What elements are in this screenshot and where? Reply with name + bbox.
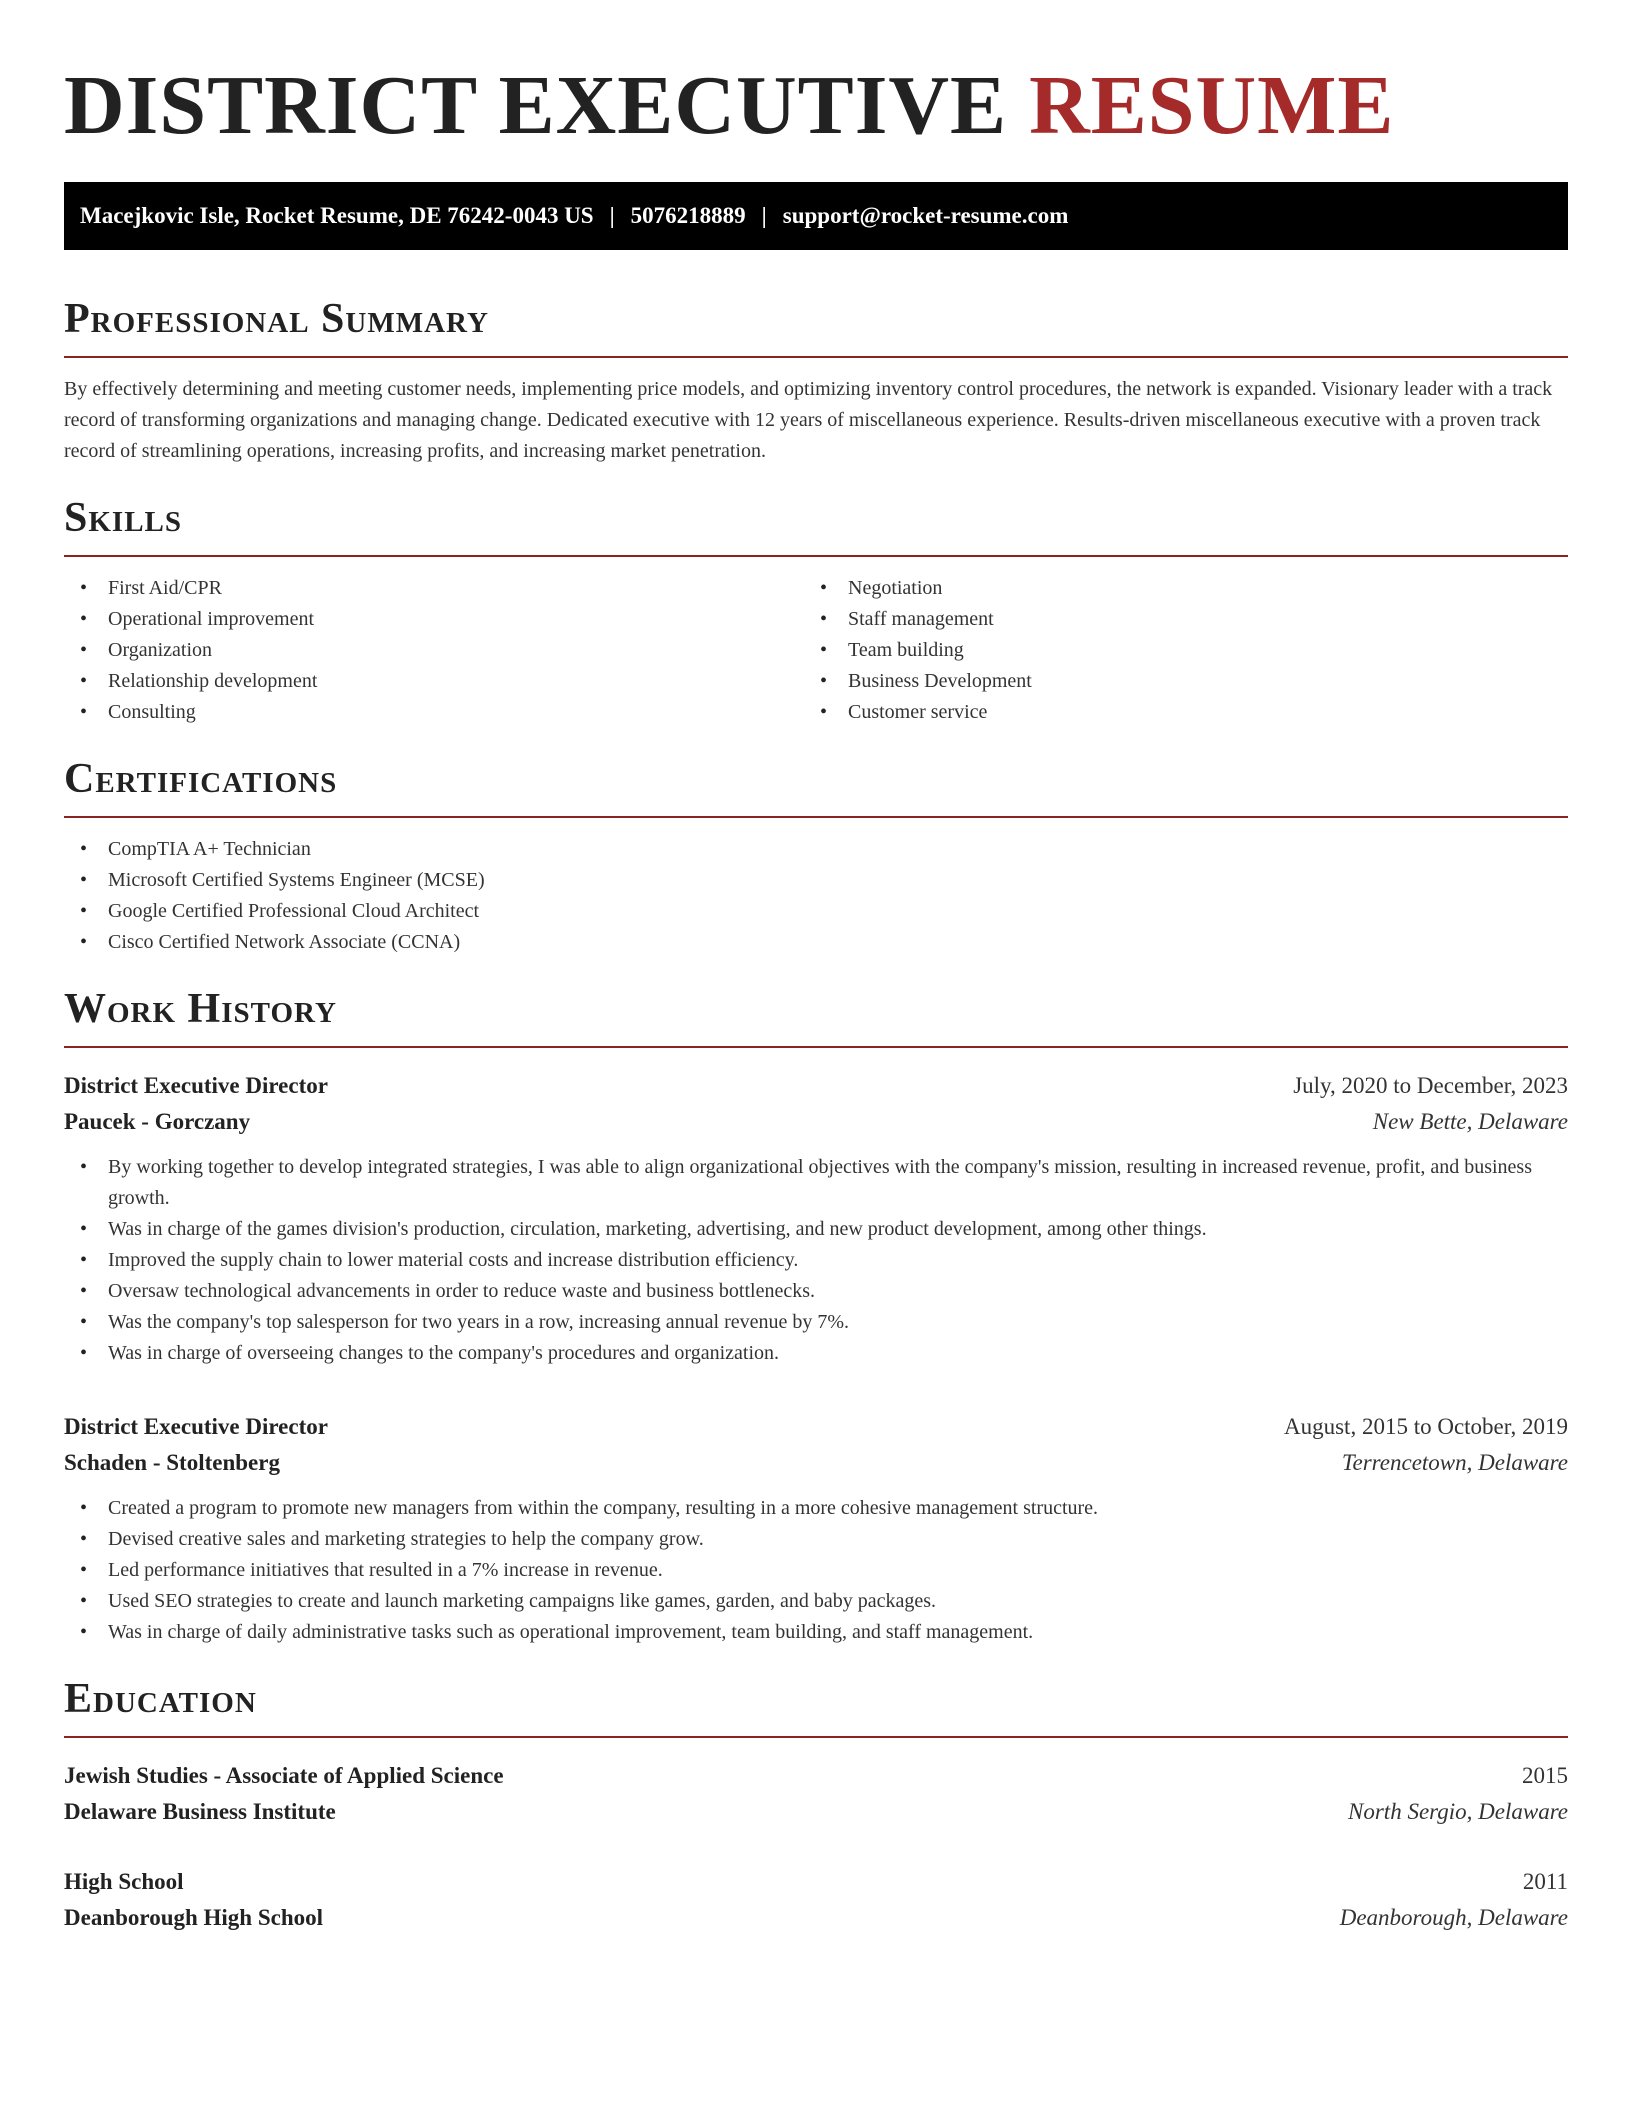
education-location: North Sergio, Delaware bbox=[1348, 1799, 1568, 1824]
education-year: 2015 bbox=[1522, 1763, 1568, 1788]
job-duty: • Created a program to promote new managers from within the company, resulting in a more cohesive management structure. bbox=[64, 1493, 1568, 1524]
job-title-row bbox=[64, 1068, 1568, 1104]
contact-address: Macejkovic Isle, Rocket Resume, DE 76242-0043 US bbox=[80, 203, 594, 228]
section-divider bbox=[64, 1736, 1568, 1738]
education-degree: High School bbox=[64, 1869, 184, 1894]
job-company-row bbox=[64, 1445, 1568, 1481]
certifications-list bbox=[64, 834, 1568, 958]
job-location: New Bette, Delaware bbox=[1372, 1109, 1568, 1134]
section-divider bbox=[64, 555, 1568, 557]
education-degree: Jewish Studies - Associate of Applied Science bbox=[64, 1763, 504, 1788]
skill-item: • First Aid/CPR bbox=[64, 573, 804, 604]
skill-item: • Organization bbox=[64, 635, 804, 666]
job-title: District Executive Director bbox=[64, 1073, 328, 1098]
education-year: 2011 bbox=[1522, 1869, 1568, 1894]
education-section bbox=[64, 1674, 1568, 1936]
title-accent: RESUME bbox=[1029, 59, 1395, 152]
job-duty: • Was in charge of overseeing changes to the company's procedures and organization. bbox=[64, 1338, 1568, 1369]
skills-grid bbox=[64, 573, 1568, 728]
certification-item: • Cisco Certified Network Associate (CCNA) bbox=[64, 927, 1568, 958]
section-divider bbox=[64, 356, 1568, 358]
skill-item: • Team building bbox=[804, 635, 1544, 666]
education-entry bbox=[64, 1758, 1568, 1830]
section-divider bbox=[64, 1046, 1568, 1048]
job-dates: August, 2015 to October, 2019 bbox=[1284, 1414, 1568, 1439]
education-location: Deanborough, Delaware bbox=[1339, 1905, 1568, 1930]
work-history-heading: Work History bbox=[64, 986, 337, 1032]
title-main: DISTRICT EXECUTIVE bbox=[64, 59, 1008, 152]
job-duty: • Used SEO strategies to create and launch marketing campaigns like games, garden, and baby packages. bbox=[64, 1586, 1568, 1617]
job-company-row bbox=[64, 1104, 1568, 1140]
skill-item: • Consulting bbox=[64, 697, 804, 728]
job-duty: • Oversaw technological advancements in order to reduce waste and business bottlenecks. bbox=[64, 1276, 1568, 1307]
summary-section bbox=[64, 294, 1568, 467]
education-school: Deanborough High School bbox=[64, 1905, 324, 1930]
certification-item: • Microsoft Certified Systems Engineer (MCSE) bbox=[64, 865, 1568, 896]
job-location: Terrencetown, Delaware bbox=[1341, 1450, 1568, 1475]
skills-section bbox=[64, 493, 1568, 728]
job-duty: • Was in charge of the games division's production, circulation, marketing, advertising, and new product development, among other things. bbox=[64, 1214, 1568, 1245]
contact-bar bbox=[64, 182, 1568, 250]
education-heading: Education bbox=[64, 1676, 257, 1722]
job-duties-list bbox=[64, 1493, 1568, 1648]
contact-separator: | bbox=[609, 203, 615, 228]
job-entry bbox=[64, 1068, 1568, 1369]
education-school-row bbox=[64, 1794, 1568, 1830]
skill-item: • Staff management bbox=[804, 604, 1544, 635]
job-title-row bbox=[64, 1409, 1568, 1445]
job-company: Paucek - Gorczany bbox=[64, 1109, 251, 1134]
resume-title bbox=[64, 0, 1568, 154]
skill-item: • Business Development bbox=[804, 666, 1544, 697]
skill-item: • Relationship development bbox=[64, 666, 804, 697]
skills-list-left bbox=[64, 573, 804, 728]
certifications-heading: Certifications bbox=[64, 756, 338, 802]
skill-item: • Negotiation bbox=[804, 573, 1544, 604]
skills-list-right bbox=[804, 573, 1544, 728]
summary-text: By effectively determining and meeting customer needs, implementing price models, and optimizing inventory control procedures, the network is expanded. Visionary leader with a track record of transforming organizations and managing change. Dedicated executive with 12 years of miscellaneous experience. Results-driven miscellaneous executive with a proven track record of streamlining operations, increasing profits, and increasing market penetration. bbox=[64, 378, 1553, 462]
job-title: District Executive Director bbox=[64, 1414, 328, 1439]
education-degree-row bbox=[64, 1864, 1568, 1900]
skill-item: • Customer service bbox=[804, 697, 1544, 728]
job-duty: • Was the company's top salesperson for two years in a row, increasing annual revenue by 7%. bbox=[64, 1307, 1568, 1338]
job-duty: • Was in charge of daily administrative tasks such as operational improvement, team building, and staff management. bbox=[64, 1617, 1568, 1648]
certifications-section bbox=[64, 754, 1568, 958]
job-duty: • Devised creative sales and marketing strategies to help the company grow. bbox=[64, 1524, 1568, 1555]
section-divider bbox=[64, 816, 1568, 818]
education-school-row bbox=[64, 1900, 1568, 1936]
certification-item: • CompTIA A+ Technician bbox=[64, 834, 1568, 865]
contact-separator: | bbox=[761, 203, 767, 228]
education-entry bbox=[64, 1864, 1568, 1936]
work-history-section bbox=[64, 984, 1568, 1648]
skill-item: • Operational improvement bbox=[64, 604, 804, 635]
contact-phone[interactable]: 5076218889 bbox=[630, 203, 746, 228]
job-entry bbox=[64, 1409, 1568, 1648]
contact-email[interactable]: support@rocket-resume.com bbox=[782, 203, 1069, 228]
job-duties-list bbox=[64, 1152, 1568, 1369]
certification-item: • Google Certified Professional Cloud Architect bbox=[64, 896, 1568, 927]
job-duty: • By working together to develop integrated strategies, I was able to align organizational objectives with the company's mission, resulting in increased revenue, profit, and business growth. bbox=[64, 1152, 1568, 1214]
education-school: Delaware Business Institute bbox=[64, 1799, 336, 1824]
education-degree-row bbox=[64, 1758, 1568, 1794]
job-duty: • Improved the supply chain to lower material costs and increase distribution efficiency. bbox=[64, 1245, 1568, 1276]
summary-heading: Professional Summary bbox=[64, 296, 489, 342]
job-dates: July, 2020 to December, 2023 bbox=[1293, 1073, 1568, 1098]
job-duty: • Led performance initiatives that resulted in a 7% increase in revenue. bbox=[64, 1555, 1568, 1586]
job-company: Schaden - Stoltenberg bbox=[64, 1450, 280, 1475]
skills-heading: Skills bbox=[64, 495, 183, 541]
